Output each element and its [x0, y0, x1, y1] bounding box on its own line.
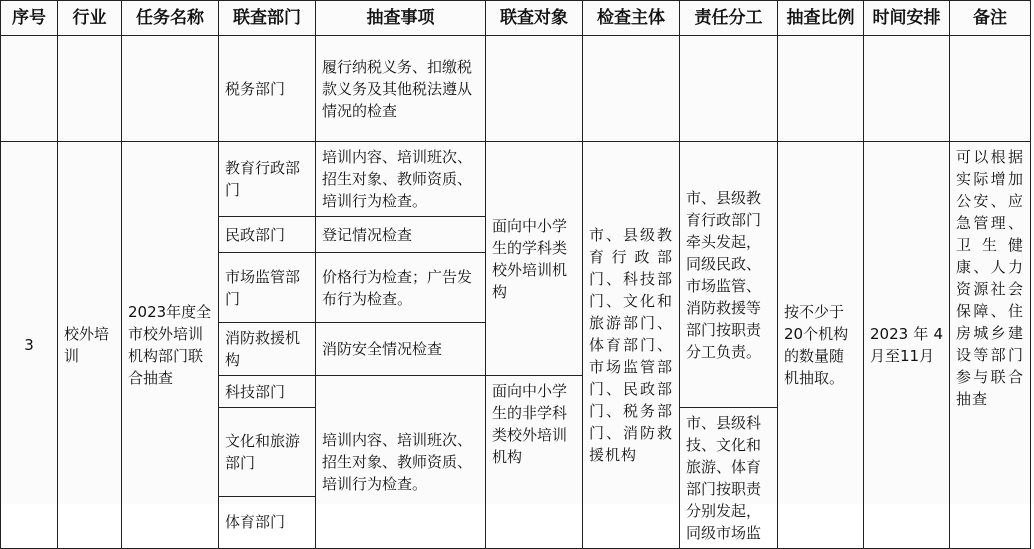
empty-cell [680, 36, 778, 142]
empty-cell [122, 36, 219, 142]
header-row [1, 1, 1031, 36]
empty-cell [583, 36, 680, 142]
dept-cell: 教育行政部门 [219, 142, 316, 217]
empty-cell [486, 36, 583, 142]
duty-cell: 市、县级教育行政部门牵头发起，同级民政、市场监管、消防救援等部门按职责分工负责。 [680, 142, 778, 408]
time-cell: 2023年4月至11月 [864, 142, 950, 549]
remark-cell: 可以根据实际增加公安、应急管理、卫生健康、人力资源社会保障、住房城乡建设等部门参与联合抽查 [950, 142, 1031, 549]
dept-cell: 民政部门 [219, 217, 316, 253]
header-cell: 抽查比例 [778, 1, 864, 36]
dept-cell: 消防救援机构 [219, 323, 316, 376]
header-cell: 检查主体 [583, 1, 680, 36]
dept-cell: 税务部门 [219, 36, 316, 142]
empty-cell [1, 36, 58, 142]
item-cell: 登记情况检查 [316, 217, 486, 253]
item-cell: 履行纳税义务、扣缴税款义务及其他税法遵从情况的检查 [316, 36, 486, 142]
empty-cell [864, 36, 950, 142]
empty-cell [58, 36, 122, 142]
header-cell: 责任分工 [680, 1, 778, 36]
header-cell: 抽查事项 [316, 1, 486, 36]
target-cell: 面向中小学生的学科类校外培训机构 [486, 142, 583, 376]
dept-cell: 体育部门 [219, 496, 316, 548]
empty-cell [778, 36, 864, 142]
duty-cell: 市、县级科技、文化和旅游、体育部门按职责分别发起，同级市场监 [680, 408, 778, 549]
table-row [1, 142, 1031, 217]
header-cell: 序号 [1, 1, 58, 36]
dept-cell: 文化和旅游部门 [219, 408, 316, 497]
item-cell: 培训内容、培训班次、招生对象、教师资质、培训行为检查。 [316, 376, 486, 549]
header-cell: 时间安排 [864, 1, 950, 36]
item-cell: 价格行为检查；广告发布行为检查。 [316, 253, 486, 323]
header-cell: 任务名称 [122, 1, 219, 36]
item-cell: 培训内容、培训班次、招生对象、教师资质、培训行为检查。 [316, 142, 486, 217]
header-cell: 行业 [58, 1, 122, 36]
header-cell: 备注 [950, 1, 1031, 36]
item-cell: 消防安全情况检查 [316, 323, 486, 376]
empty-cell [950, 36, 1031, 142]
header-cell: 联查对象 [486, 1, 583, 36]
ratio-cell: 按不少于20个机构的数量随机抽取。 [778, 142, 864, 549]
task-cell: 2023年度全市校外培训机构部门联合抽查 [122, 142, 219, 549]
dept-cell: 科技部门 [219, 376, 316, 408]
header-cell: 联查部门 [219, 1, 316, 36]
table-row [1, 36, 1031, 142]
target-cell: 面向中小学生的非学科类校外培训机构 [486, 376, 583, 549]
seq-cell: 3 [1, 142, 58, 549]
subject-cell: 市、县级教育行政部门、科技部门、文化和旅游部门、体育部门、市场监管部门、民政部门、税务部门、消防救援机构 [583, 142, 680, 549]
dept-cell: 市场监管部门 [219, 253, 316, 323]
industry-cell: 校外培训 [58, 142, 122, 549]
